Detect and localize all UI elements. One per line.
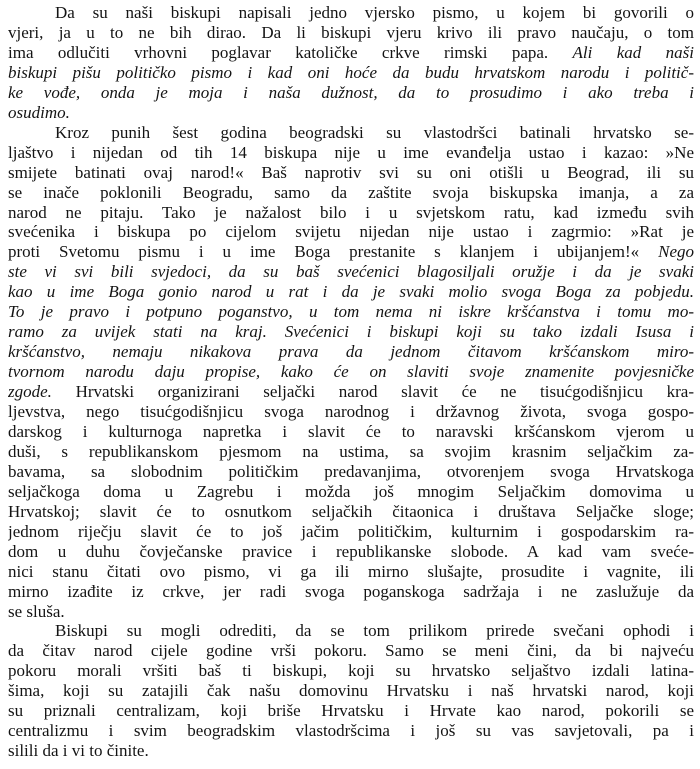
text-line — [8, 581, 694, 603]
text-line — [8, 461, 694, 483]
text-line — [8, 441, 694, 463]
text-span: ima odlučiti vrhovni poglavar katoličke crkve rimski papa. — [8, 42, 573, 62]
italic-text: Nego — [658, 242, 694, 262]
text-span: Biskupi su mogli odrediti, da se tom prilikom prirede svečani ophodi i — [55, 621, 694, 641]
text-span: se sluša. — [8, 601, 65, 621]
text-line — [8, 102, 694, 124]
text-line — [8, 521, 694, 543]
text-line — [55, 2, 694, 24]
text-span: mirno izađite iz crkve, jer radi svoga poganskoga sadržaja i ne zaslužuje da — [8, 581, 694, 601]
text-line — [8, 202, 694, 224]
text-line — [8, 401, 694, 423]
italic-text: ste vi svi bili svjedoci, da su baš svećenici blagosiljali oružje i da je svaki — [8, 262, 694, 282]
text-span: duši, s republikanskom pjesmom na ustima, sa svojim krasnim seljačkim za- — [8, 441, 694, 461]
text-line — [8, 321, 694, 343]
italic-text: ke vođe, onda je moja i naša dužnost, da to prosudimo i ako treba i — [8, 82, 694, 102]
text-line — [8, 680, 694, 702]
text-line — [8, 22, 694, 44]
text-line — [8, 541, 694, 563]
text-line — [8, 421, 694, 443]
italic-text: tvornom narodu daju propise, kako će on slaviti svoje znamenite povjesničke — [8, 362, 694, 382]
italic-text: Ali kad naši — [572, 42, 694, 62]
text-line — [8, 281, 694, 303]
text-line — [8, 62, 694, 84]
text-line — [8, 640, 694, 662]
text-span: nici stanu čitati ovo pismo, vi ga ili mirno slušajte, prosudite i vagnite, ili — [8, 561, 694, 581]
text-span: centralizmu i svim beogradskim vlastodršcima i još su vas savjetovali, pa i — [8, 721, 694, 741]
text-line — [8, 501, 694, 523]
text-span: se inače poklonili Beogradu, samo da zaštite svoja biskupska imanja, a za — [8, 182, 694, 202]
text-span: vjeri, ja u to ne bih dirao. Da li biskupi vjeru krivo ili pravo naučaju, o tom — [8, 22, 694, 42]
text-span: proti Svetomu pismu i u ime Boga prestanite s klanjem i ubijanjem!« — [8, 242, 659, 262]
italic-text: kršćanstvo, nemaju nikakova prava da jednom čitavom kršćanskom miro- — [8, 342, 694, 362]
text-line — [8, 381, 694, 403]
text-line — [8, 601, 694, 623]
text-span: Kroz punih šest godina beogradski su vlastodršci batinali hrvatsko se- — [55, 122, 694, 142]
text-line — [8, 42, 694, 64]
text-span: svećenika i biskupa po cijelom svijetu nijedan nije ustao i zagrmio: »Rat je — [8, 222, 694, 242]
text-line — [8, 241, 694, 263]
italic-text: To je pravo i potpuno poganstvo, u tom nema ni iskre kršćanstva i tomu mo- — [8, 302, 694, 322]
text-span: smijete batinati ovaj narod!« Baš naprotiv svi su oni otišli u Beograd, ili su — [8, 162, 694, 182]
text-span: su priznali centralizam, koji briše Hrvatsku i Hrvate kao narod, pokorili se — [8, 701, 694, 721]
italic-text: biskupi pišu političko pismo i kad oni hoće da budu hrvatskom narodu i politič- — [8, 62, 694, 82]
text-span: pokoru morali vršiti baš ti biskupi, koji su hrvatsko seljaštvo izdali latina- — [8, 661, 694, 681]
text-span: da čitav narod cijele godine vrši pokoru. Samo se meni čini, da bi najveću — [8, 641, 694, 661]
text-span: jednom riječju slavit će to još jačim političkim, kulturnim i gospodarskim ra- — [8, 521, 694, 541]
text-line — [8, 700, 694, 722]
text-span: darskog i kulturnoga napretka i slavit će to naravski kršćanskom vjerom u — [8, 421, 694, 441]
text-line — [8, 142, 694, 164]
text-span: ljevstva, nego tisućgodišnjicu svoga narodnog i državnog života, svoga gospo- — [8, 402, 694, 421]
text-span: Da su naši biskupi napisali jedno vjersko pismo, u kojem bi govorili o — [55, 3, 694, 22]
text-span: narod ne pitaju. Tako je nažalost bilo i u svjetskom ratu, kad između svih — [8, 202, 694, 222]
text-line — [8, 361, 694, 383]
text-span: bavama, sa slobodnim političkim predavanjima, otvorenjem svoga Hrvatskoga — [8, 461, 694, 481]
text-span: Hrvatski organizirani seljački narod slavit će ne tisućgodišnjicu kra- — [51, 382, 694, 402]
text-span: Hrvatskoj; slavit će to osnutkom seljačkih čitaonica i društava Seljačke sloge; — [8, 501, 694, 521]
text-span: silili da i vi to činite. — [8, 741, 149, 761]
text-line — [8, 301, 694, 323]
italic-text: ramo za uvijek stati na kraj. Svećenici i biskupi koji su tako izdali Isusa i — [8, 322, 694, 342]
text-span: ljaštvo i nijedan od tih 14 biskupa nije u ime evanđelja ustao i kazao: »Ne — [8, 142, 694, 162]
italic-text: zgode. — [8, 382, 52, 402]
text-line — [8, 82, 694, 104]
text-line — [8, 341, 694, 363]
italic-text: osudimo. — [8, 102, 70, 122]
text-line — [8, 740, 694, 762]
text-line — [8, 720, 694, 742]
text-line — [8, 481, 694, 503]
text-span: šima, koji su zatajili čak našu domovinu Hrvatsku i naš hrvatski narod, koji — [8, 681, 694, 701]
italic-text: kao u ime Boga gonio narod u rat i da je svaki molio svoga Boga za pobjedu. — [8, 282, 694, 302]
text-line — [55, 620, 694, 642]
text-line — [8, 660, 694, 682]
text-line — [8, 561, 694, 583]
text-line — [8, 261, 694, 283]
text-line — [8, 162, 694, 184]
text-span: seljačkoga doma u Zagrebu i možda još mnogim Seljačkim domovima u — [8, 481, 694, 501]
text-line — [55, 122, 694, 144]
text-span: dom u duhu čovječanske pravice i republikanske slobode. A kad vam sveće- — [8, 541, 694, 561]
text-line — [8, 182, 694, 204]
text-line — [8, 221, 694, 243]
